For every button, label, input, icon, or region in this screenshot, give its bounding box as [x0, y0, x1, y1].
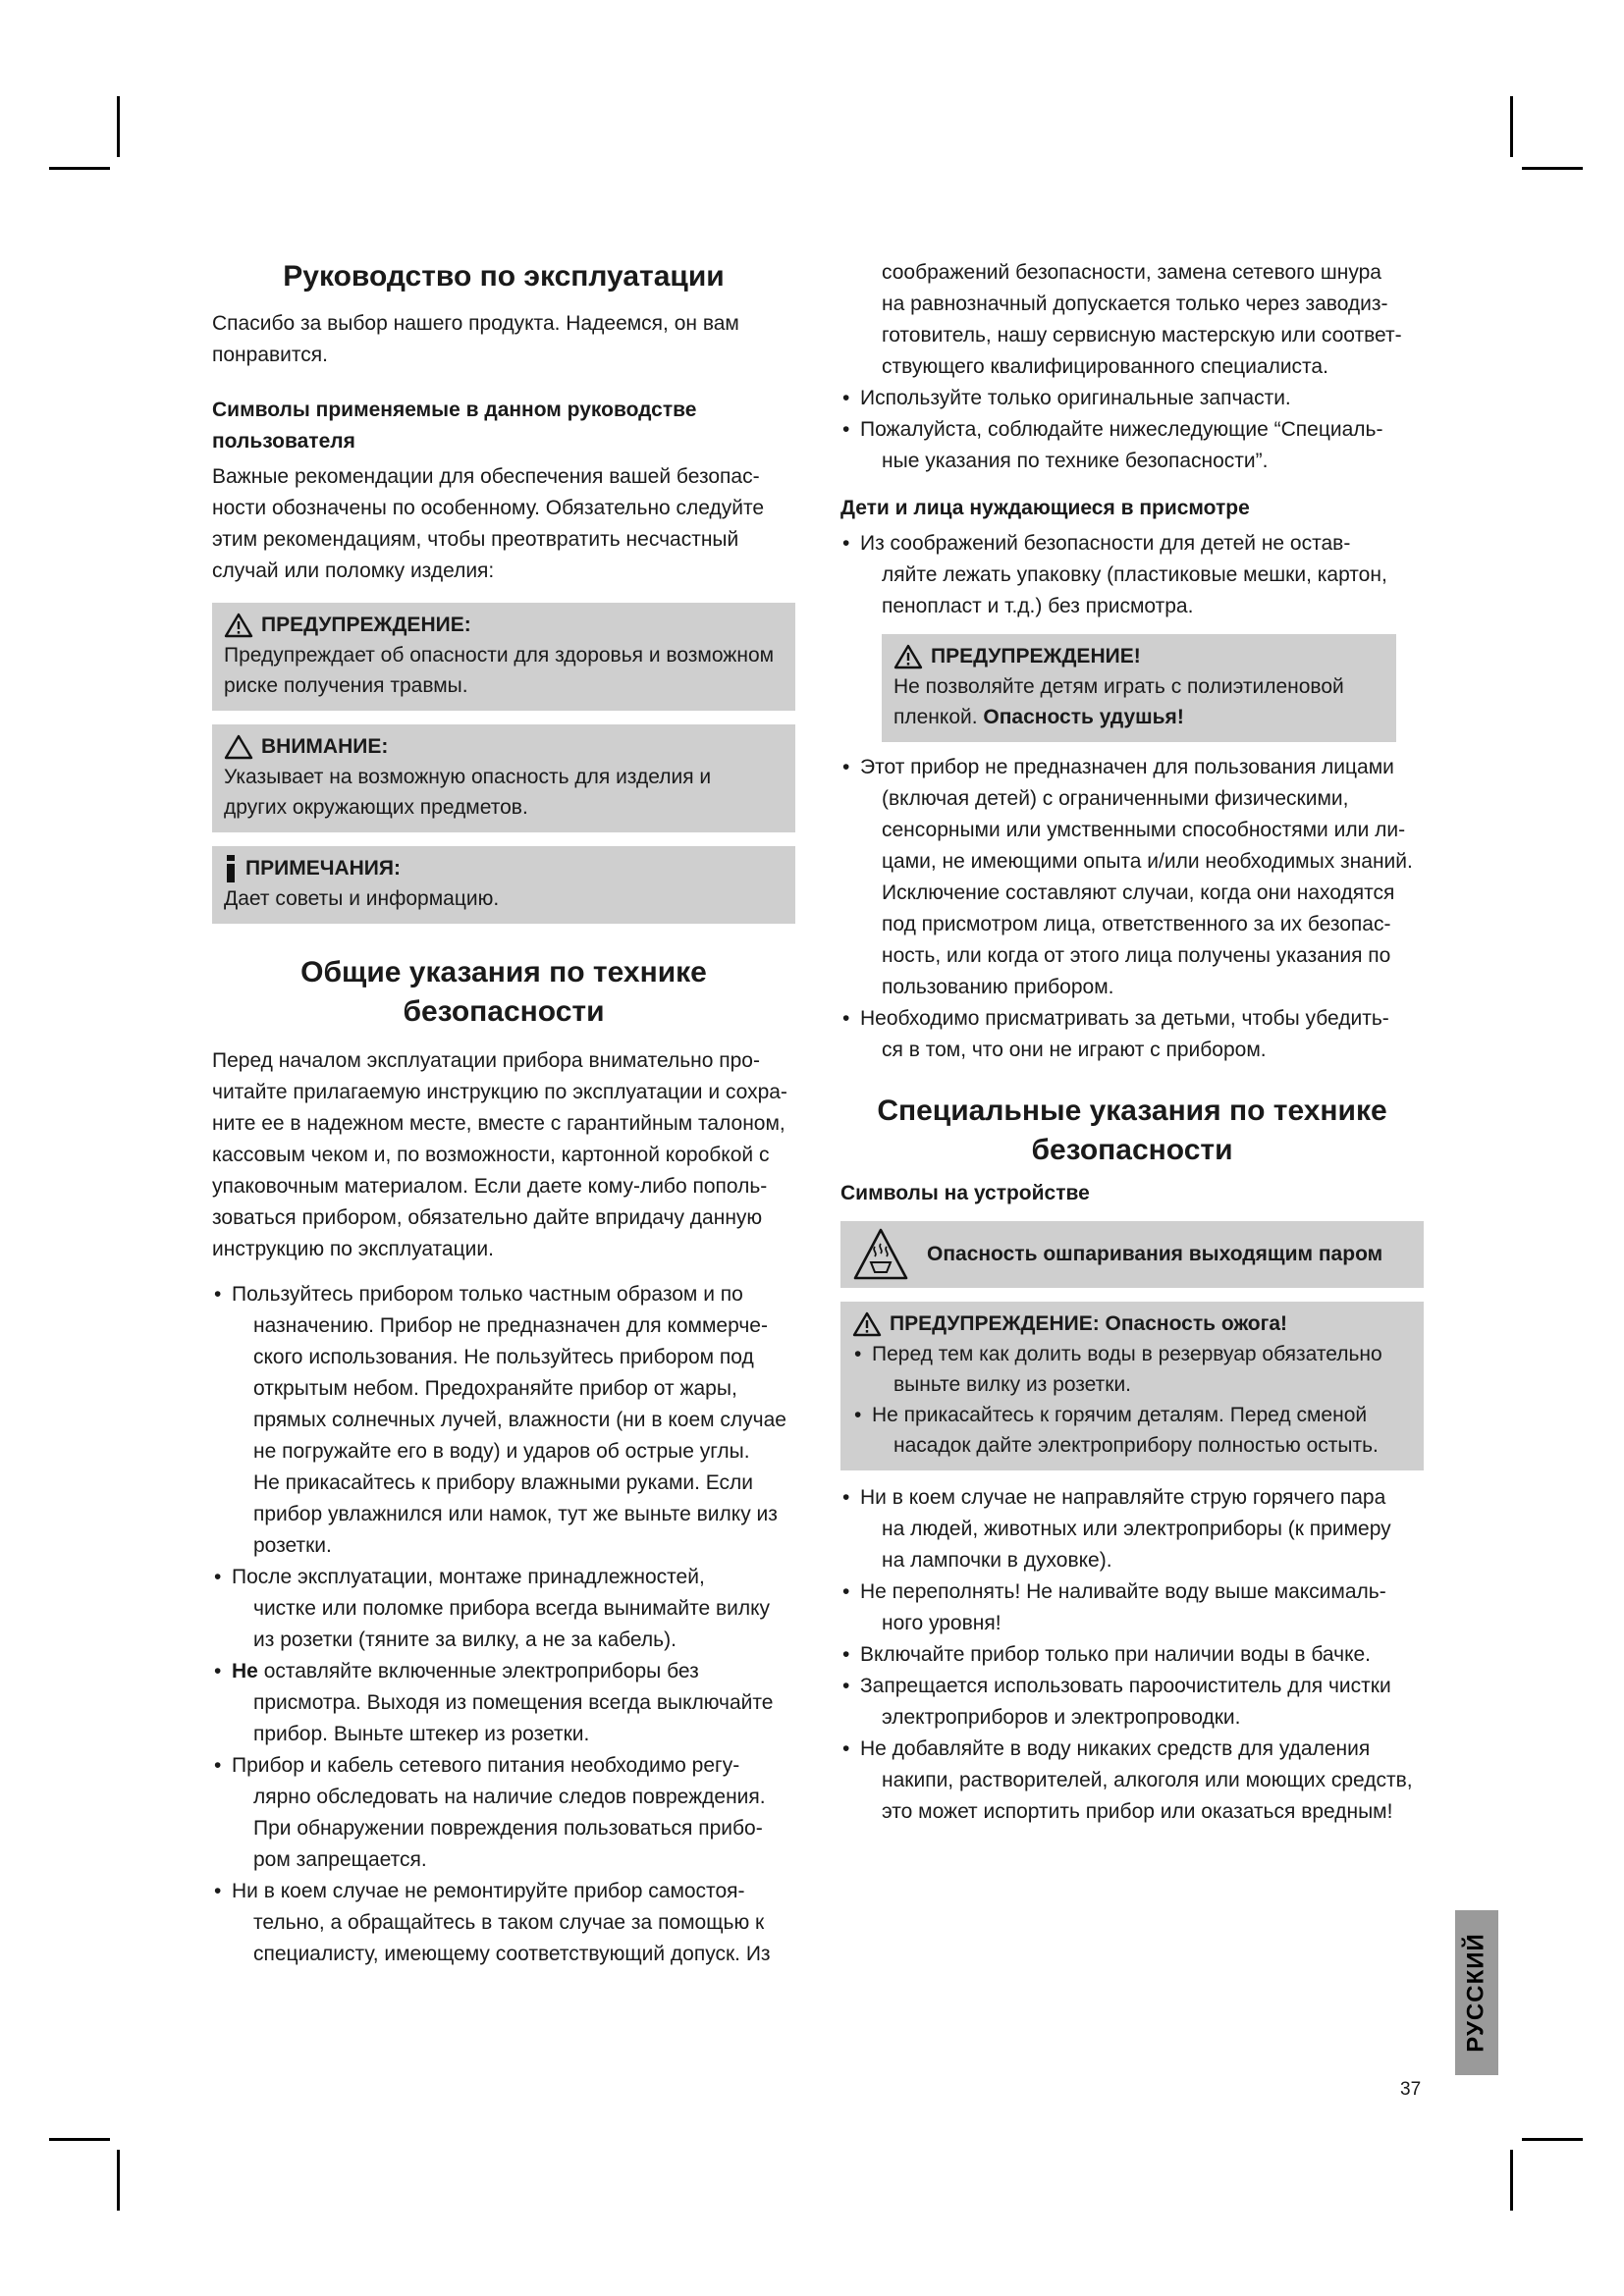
item-first-line: Пожалуйста, соблюдайте нижеследующие “Специаль-: [860, 418, 1383, 441]
children-heading: Дети и лица нуждающиеся в присмотре: [840, 497, 1250, 519]
info-icon: [224, 855, 238, 882]
notes-box: [212, 846, 795, 924]
text-line: Указывает на возможную опасность для изделия и: [224, 766, 712, 788]
list-item: [212, 1279, 795, 1562]
text-line: этим рекомендациям, чтобы преотвратить несчастный: [212, 528, 739, 551]
symbols-paragraph: [212, 461, 795, 587]
title-line: безопасности: [1031, 1134, 1233, 1166]
item-bold-lead: Не: [232, 1660, 258, 1682]
list-item: [840, 1734, 1424, 1828]
list-item: [852, 1400, 1412, 1461]
item-line: ные указания по технике безопасности”.: [882, 450, 1269, 472]
item-line: ность, или когда от этого лица получены указания по: [882, 944, 1391, 967]
text-line: случай или поломку изделия:: [212, 560, 495, 582]
special-safety-title: [840, 1092, 1424, 1170]
item-line: розетки.: [253, 1534, 332, 1557]
item-line: (включая детей) с ограниченными физическими,: [882, 787, 1349, 810]
burn-warning-header: [852, 1309, 1412, 1339]
steam-hazard-text: Опасность ошпаривания выходящим паром: [927, 1243, 1383, 1265]
right-column: [840, 257, 1424, 1828]
children-bullet-list: [840, 528, 1424, 622]
general-paragraph: [212, 1045, 795, 1265]
item-line: ром запрещается.: [253, 1848, 427, 1871]
title-line: Специальные указания по технике: [877, 1095, 1387, 1127]
steam-bullet-list: [840, 1482, 1424, 1828]
heading-line: Символы применяемые в данном руководстве: [212, 399, 697, 421]
item-line: сенсорными или умственными способностями или ли-: [882, 819, 1406, 841]
item-line: выньте вилку из розетки.: [893, 1373, 1132, 1396]
warning-header: [224, 611, 784, 640]
warning-label: ПРЕДУПРЕЖДЕНИЕ:: [261, 614, 471, 636]
item-line: открытым небом. Предохраняйте прибор от жары,: [253, 1377, 737, 1400]
caution-header: [224, 732, 784, 762]
text-line: [893, 702, 1384, 732]
item-first-line: Используйте только оригинальные запчасти.: [860, 387, 1291, 409]
list-item: [840, 1639, 1424, 1671]
text-line: Спасибо за выбор нашего продукта. Надеемся, он вам: [212, 312, 739, 335]
list-item: [840, 414, 1424, 477]
item-first-line: Этот прибор не предназначен для пользования лицами: [860, 756, 1394, 778]
item-first-line: Включайте прибор только при наличии воды в бачке.: [860, 1643, 1372, 1666]
item-line: Исключение составляют случаи, когда они находятся: [882, 881, 1395, 904]
notes-label: ПРИМЕЧАНИЯ:: [245, 857, 401, 880]
caution-label: ВНИМАНИЕ:: [261, 735, 389, 758]
item-line: назначению. Прибор не предназначен для коммерче-: [253, 1314, 768, 1337]
symbols-heading: [212, 395, 795, 457]
list-item: [840, 528, 1424, 622]
item-line: на лампочки в духовке).: [882, 1549, 1112, 1572]
item-first-line: Прибор и кабель сетевого питания необходимо регу-: [232, 1754, 740, 1777]
device-symbols-heading: Символы на устройстве: [840, 1182, 1090, 1204]
text-line: соображений безопасности, замена сетевого шнура: [882, 261, 1381, 284]
warning-box: [212, 603, 795, 711]
item-line: под присмотром лица, ответственного за их безопас-: [882, 913, 1391, 935]
item-line: накипи, растворителей, алкоголя или моющих средств,: [882, 1769, 1413, 1791]
item-line: прибор увлажнился или намок, тут же выньте вилку из: [253, 1503, 778, 1525]
crop-mark: [49, 167, 110, 170]
item-line: ского использования. Не пользуйтесь прибором под: [253, 1346, 754, 1368]
list-item: [840, 1576, 1424, 1639]
list-item: [212, 1750, 795, 1876]
text-line: Не позволяйте детям играть с полиэтиленовой: [893, 675, 1344, 698]
item-first-line: Необходимо присматривать за детьми, чтобы убедить-: [860, 1007, 1389, 1030]
item-line: При обнаружении повреждения пользоваться прибо-: [253, 1817, 763, 1840]
item-line: не погружайте его в воду) и ударов об острые углы.: [253, 1440, 750, 1463]
text-line: Предупреждает об опасности для здоровья и возможном: [224, 644, 775, 667]
text-line: риске получения травмы.: [224, 674, 468, 697]
warning-triangle-icon: [852, 1311, 882, 1337]
heading-line: пользователя: [212, 430, 355, 453]
text-line: зоваться прибором, обязательно дайте впридачу данную: [212, 1206, 763, 1229]
list-item: [840, 752, 1424, 1003]
list-item: [212, 1562, 795, 1656]
text-line: Перед началом эксплуатации прибора внимательно про-: [212, 1049, 760, 1072]
children-bullet-list-2: [840, 752, 1424, 1066]
text-line: ности обозначены по особенному. Обязательно следуйте: [212, 497, 765, 519]
text-line: других окружающих предметов.: [224, 796, 528, 819]
parts-bullet-list: [840, 383, 1424, 477]
item-first-line: Перед тем как долить воды в резервуар обязательно: [872, 1343, 1382, 1365]
item-line: пользованию прибором.: [882, 976, 1114, 998]
burn-bullet-list: [852, 1339, 1412, 1461]
page-title: Руководство по эксплуатации: [283, 260, 725, 293]
list-item: [840, 383, 1424, 414]
list-item: [852, 1339, 1412, 1400]
steam-hazard-icon: [852, 1227, 909, 1282]
item-line: на людей, животных или электроприборы (к примеру: [882, 1518, 1391, 1540]
item-first-line: После эксплуатации, монтаже принадлежностей,: [232, 1566, 705, 1588]
crop-mark: [1522, 2138, 1583, 2141]
steam-hazard-box: [840, 1221, 1424, 1288]
item-line: ляйте лежать упаковку (пластиковые мешки, картон,: [882, 563, 1387, 586]
crop-mark: [49, 2138, 110, 2141]
suffocation-warning-text: Опасность удушья!: [983, 706, 1184, 728]
burn-warning-box: [840, 1302, 1424, 1470]
list-item: [840, 1671, 1424, 1734]
item-line: Не прикасайтесь к прибору влажными руками. Если: [253, 1471, 754, 1494]
continuation-paragraph: [840, 257, 1424, 383]
language-tab-label: РУССКИЙ: [1463, 1933, 1489, 2053]
text-line: Важные рекомендации для обеспечения вашей безопас-: [212, 465, 760, 488]
item-line: тельно, а обращайтесь в таком случае за помощью к: [253, 1911, 765, 1934]
general-safety-title: Общие указания по технике безопасности: [300, 956, 707, 1028]
crop-mark: [1510, 96, 1513, 157]
item-first-line: оставляйте включенные электроприборы без: [257, 1660, 699, 1682]
caution-box: [212, 724, 795, 832]
item-line: прибор. Выньте штекер из розетки.: [253, 1723, 590, 1745]
left-column: [212, 257, 795, 1970]
intro-paragraph: [212, 308, 795, 371]
warning-triangle-icon: [224, 613, 253, 638]
item-first-line: Не прикасайтесь к горячим деталям. Перед сменой: [872, 1404, 1368, 1426]
item-line: это может испортить прибор или оказаться вредным!: [882, 1800, 1393, 1823]
item-line: из розетки (тяните за вилку, а не за кабель).: [253, 1629, 677, 1651]
item-first-line: Из соображений безопасности для детей не остав-: [860, 532, 1351, 555]
general-bullet-list: [212, 1279, 795, 1970]
child-warning-header: [893, 642, 1384, 671]
item-line: насадок дайте электроприбору полностью остыть.: [893, 1434, 1379, 1457]
item-line: пенопласт и т.д.) без присмотра.: [882, 595, 1194, 617]
page-number: 37: [1400, 2079, 1422, 2100]
text-line: понравится.: [212, 344, 328, 366]
warning-label: ПРЕДУПРЕЖДЕНИЕ!: [931, 645, 1141, 667]
item-line: присмотра. Выходя из помещения всегда выключайте: [253, 1691, 774, 1714]
text-line: ствующего квалифицированного специалиста.: [882, 355, 1328, 378]
item-line: лярно обследовать на наличие следов повреждения.: [253, 1786, 766, 1808]
item-line: чистке или поломке прибора всегда вынимайте вилку: [253, 1597, 771, 1620]
item-first-line: Запрещается использовать пароочиститель для чистки: [860, 1675, 1391, 1697]
list-item: [212, 1876, 795, 1970]
list-item: [840, 1003, 1424, 1066]
text-line: на равнозначный допускается только через заводиз-: [882, 293, 1388, 315]
text-line: кассовым чеком и, по возможности, картонной коробкой с: [212, 1144, 770, 1166]
list-item: [840, 1482, 1424, 1576]
text-line: инструкцию по эксплуатации.: [212, 1238, 494, 1260]
crop-mark: [117, 2150, 120, 2211]
item-line: электроприборов и электропроводки.: [882, 1706, 1241, 1729]
text-line: упаковочным материалом. Если даете кому-либо пополь-: [212, 1175, 768, 1198]
language-tab: [1455, 1910, 1498, 2075]
item-line: цами, не имеющими опыта и/или необходимых знаний.: [882, 850, 1413, 873]
item-line: специалисту, имеющему соответствующий допуск. Из: [253, 1943, 771, 1965]
warning-triangle-icon: [893, 644, 923, 669]
crop-mark: [1522, 167, 1583, 170]
notes-header: [224, 854, 784, 883]
item-line: ся в том, что они не играют с прибором.: [882, 1039, 1267, 1061]
item-first-line: Пользуйтесь прибором только частным образом и по: [232, 1283, 743, 1306]
text-line: готовитель, нашу сервисную мастерскую или соответ-: [882, 324, 1402, 347]
item-line: прямых солнечных лучей, влажности (ни в коем случае: [253, 1409, 786, 1431]
text-line: читайте прилагаемую инструкцию по эксплуатации и сохра-: [212, 1081, 787, 1103]
text-span: пленкой.: [893, 706, 984, 728]
item-first-line: Не добавляйте в воду никаких средств для удаления: [860, 1737, 1371, 1760]
text-line: ните ее в надежном месте, вместе с гарантийным талоном,: [212, 1112, 785, 1135]
caution-triangle-icon: [224, 734, 253, 760]
item-line: ного уровня!: [882, 1612, 1001, 1634]
text-line: Дает советы и информацию.: [224, 887, 500, 910]
item-first-line: Ни в коем случае не направляйте струю горячего пара: [860, 1486, 1386, 1509]
item-first-line: Не переполнять! Не наливайте воду выше максималь-: [860, 1580, 1386, 1603]
list-item: [212, 1656, 795, 1750]
child-warning-box: [882, 634, 1396, 742]
crop-mark: [117, 96, 120, 157]
item-first-line: Ни в коем случае не ремонтируйте прибор самостоя-: [232, 1880, 745, 1902]
crop-mark: [1510, 2150, 1513, 2211]
burn-warning-label: ПРЕДУПРЕЖДЕНИЕ: Опасность ожога!: [890, 1312, 1288, 1335]
